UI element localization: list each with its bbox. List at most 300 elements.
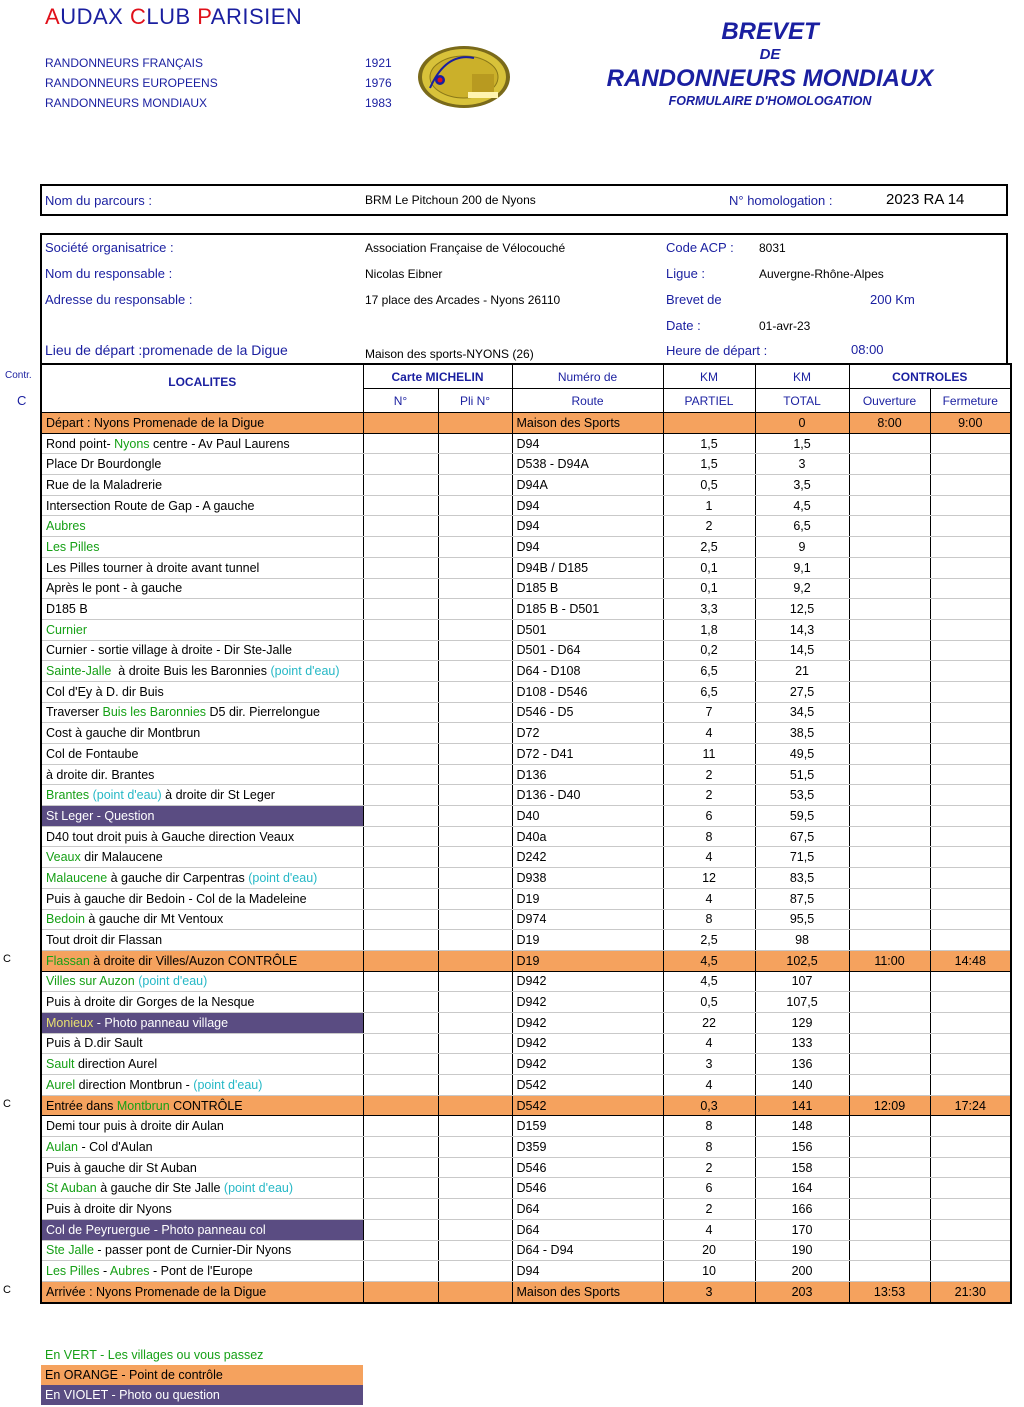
michelin-no-cell	[363, 1054, 438, 1075]
km-partiel-cell: 0,5	[663, 992, 755, 1013]
michelin-no-cell	[363, 578, 438, 599]
ouverture-cell	[849, 1199, 930, 1220]
localite-text: Entrée dans	[46, 1098, 117, 1113]
km-total-cell: 9,1	[755, 557, 849, 578]
michelin-no-cell	[363, 971, 438, 992]
michelin-pli-cell	[438, 578, 512, 599]
michelin-no-cell	[363, 1281, 438, 1302]
km-partiel-cell: 4	[663, 723, 755, 744]
route-row	[41, 971, 1011, 992]
controles-header: CONTROLES	[849, 364, 1011, 389]
fermeture-cell: 17:24	[930, 1095, 1011, 1116]
contr-header: Contr.	[5, 370, 32, 381]
michelin-pli-cell	[438, 1116, 512, 1137]
localite-cell	[41, 1219, 363, 1240]
fermeture-cell	[930, 1178, 1011, 1199]
michelin-pli-cell	[438, 930, 512, 951]
depart-label: Lieu de départ :promenade de la Digue	[45, 342, 288, 358]
km-partiel-cell: 4	[663, 847, 755, 868]
localite-text: Ste Jalle	[46, 1243, 94, 1258]
route-cell: D40	[512, 806, 663, 827]
legend-green: En VERT - Les villages ou vous passez	[45, 1348, 264, 1362]
route-row	[41, 1219, 1011, 1240]
michelin-no-cell	[363, 909, 438, 930]
michelin-pli-cell	[438, 888, 512, 909]
km-total-cell: 21	[755, 661, 849, 682]
michelin-pli-cell	[438, 1219, 512, 1240]
route-row	[41, 1199, 1011, 1220]
michelin-pli-cell	[438, 1281, 512, 1302]
addr-label: Adresse du responsable :	[45, 292, 193, 307]
route-cell: D19	[512, 888, 663, 909]
michelin-no-cell	[363, 661, 438, 682]
localite-cell	[41, 433, 363, 454]
fermeture-cell	[930, 681, 1011, 702]
localite-text: Villes sur Auzon	[46, 974, 135, 989]
heure-label: Heure de départ :	[666, 343, 768, 358]
km-total-cell: 107,5	[755, 992, 849, 1013]
route-cell: D94	[512, 433, 663, 454]
localite-cell	[41, 619, 363, 640]
localite-text: (point d'eau)	[270, 664, 340, 679]
fermeture-cell	[930, 1261, 1011, 1282]
ouverture-cell	[849, 1219, 930, 1240]
fermeture-cell	[930, 1199, 1011, 1220]
km-partiel-cell: 22	[663, 1012, 755, 1033]
michelin-no-cell	[363, 557, 438, 578]
club-title-part: UDAX	[60, 4, 130, 29]
fermeture-cell: 21:30	[930, 1281, 1011, 1302]
ouverture-cell	[849, 640, 930, 661]
control-marker: C	[3, 1284, 11, 1297]
route-row	[41, 1261, 1011, 1282]
localite-cell	[41, 868, 363, 889]
km-total-cell: 27,5	[755, 681, 849, 702]
michelin-pli-cell	[438, 1261, 512, 1282]
michelin-no-cell	[363, 1033, 438, 1054]
michelin-no-cell	[363, 1075, 438, 1096]
localite-text: à gauche dir Mt Ventoux	[84, 912, 224, 927]
localite-cell	[41, 1178, 363, 1199]
localite-cell	[41, 1075, 363, 1096]
fermeture-cell	[930, 557, 1011, 578]
michelin-no-cell	[363, 475, 438, 496]
localite-cell	[41, 681, 363, 702]
localite-cell	[41, 578, 363, 599]
localite-cell	[41, 1033, 363, 1054]
km-total-cell: 170	[755, 1219, 849, 1240]
route-row	[41, 1012, 1011, 1033]
michelin-pli-cell	[438, 640, 512, 661]
localite-cell	[41, 1281, 363, 1302]
michelin-no-cell	[363, 433, 438, 454]
localite-text: direction Montbrun -	[75, 1077, 194, 1092]
route-cell: D72	[512, 723, 663, 744]
fermeture-cell	[930, 1116, 1011, 1137]
fermeture-cell: 9:00	[930, 413, 1011, 434]
localite-text: Les Pilles tourner à droite avant tunnel	[46, 560, 260, 575]
brevet-value: 200 Km	[870, 292, 915, 307]
km-total-cell: 9,2	[755, 578, 849, 599]
route-row	[41, 495, 1011, 516]
km-total-cell: 158	[755, 1157, 849, 1178]
route-row	[41, 1137, 1011, 1158]
federation-year: 1921	[365, 56, 392, 70]
localite-text: dir Malaucene	[80, 850, 163, 865]
route-cell: D94	[512, 1261, 663, 1282]
km-total-cell: 164	[755, 1178, 849, 1199]
localite-text: à droite dir St Leger	[161, 788, 275, 803]
michelin-pli-cell	[438, 619, 512, 640]
fermeture-cell	[930, 888, 1011, 909]
fermeture-cell	[930, 1033, 1011, 1054]
ouverture-cell	[849, 599, 930, 620]
localite-text: direction Aurel	[74, 1057, 158, 1072]
michelin-no-cell	[363, 806, 438, 827]
michelin-no-cell	[363, 785, 438, 806]
km-total-cell: 59,5	[755, 806, 849, 827]
michelin-pli-cell	[438, 1095, 512, 1116]
ouverture-cell	[849, 619, 930, 640]
michelin-no-cell	[363, 826, 438, 847]
ouverture-cell	[849, 578, 930, 599]
ouverture-cell	[849, 909, 930, 930]
fermeture-cell	[930, 454, 1011, 475]
fermeture-cell	[930, 599, 1011, 620]
michelin-pli-cell	[438, 1033, 512, 1054]
route-cell: D546	[512, 1178, 663, 1199]
localite-cell	[41, 950, 363, 971]
km-partiel-cell: 6,5	[663, 681, 755, 702]
ouverture-cell	[849, 433, 930, 454]
localite-text: Sault	[46, 1057, 75, 1072]
km-partiel-cell: 0,1	[663, 557, 755, 578]
km-partiel-cell: 0,5	[663, 475, 755, 496]
depart-value: Maison des sports-NYONS (26)	[365, 347, 534, 361]
fermeture-cell	[930, 537, 1011, 558]
ouverture-cell	[849, 826, 930, 847]
localite-text: (point d'eau)	[248, 870, 318, 885]
localite-text: Aurel	[46, 1077, 76, 1092]
michelin-pli-cell	[438, 681, 512, 702]
localite-text: St Auban	[46, 1181, 97, 1196]
route-cell: D64	[512, 1219, 663, 1240]
route-cell: D94	[512, 495, 663, 516]
km-total-cell: 95,5	[755, 909, 849, 930]
localite-text: à droite dir Villes/Auzon CONTRÔLE	[89, 953, 298, 968]
localite-text: Brantes	[46, 788, 90, 803]
fermeture-cell	[930, 1075, 1011, 1096]
michelin-pli-cell	[438, 1054, 512, 1075]
route-cell: D40a	[512, 826, 663, 847]
localite-text: Les Pilles	[46, 1264, 100, 1279]
michelin-pli-cell	[438, 909, 512, 930]
michelin-pli-cell	[438, 744, 512, 765]
localite-cell	[41, 1137, 363, 1158]
localite-text: -	[99, 1264, 110, 1279]
km-total-cell: 140	[755, 1075, 849, 1096]
km-total-cell: 133	[755, 1033, 849, 1054]
km-partiel-cell: 8	[663, 1116, 755, 1137]
route-cell: D542	[512, 1075, 663, 1096]
localite-cell	[41, 806, 363, 827]
org-label: Société organisatrice :	[45, 240, 174, 255]
michelin-pli-header: Pli N°	[438, 389, 512, 413]
km-partiel-cell: 4	[663, 1219, 755, 1240]
ouverture-cell	[849, 475, 930, 496]
route-cell: D108 - D546	[512, 681, 663, 702]
michelin-pli-cell	[438, 868, 512, 889]
km-total-cell: 102,5	[755, 950, 849, 971]
resp-value: Nicolas Eibner	[365, 267, 443, 281]
michelin-pli-cell	[438, 1137, 512, 1158]
fermeture-cell	[930, 640, 1011, 661]
route-cell: D538 - D94A	[512, 454, 663, 475]
route-cell: D942	[512, 992, 663, 1013]
ouverture-cell	[849, 764, 930, 785]
route-cell: D19	[512, 950, 663, 971]
localite-text: à gauche dir Carpentras	[107, 870, 249, 885]
localite-text: Puis à gauche dir Bedoin - Col de la Madeleine	[46, 891, 307, 906]
localite-cell	[41, 475, 363, 496]
fermeture-cell	[930, 806, 1011, 827]
localite-text: Place Dr Bourdongle	[46, 457, 162, 472]
km-partiel-cell: 1,5	[663, 454, 755, 475]
ouverture-cell: 13:53	[849, 1281, 930, 1302]
km-partiel-cell: 3	[663, 1281, 755, 1302]
legend-orange: En ORANGE - Point de contrôle	[41, 1365, 363, 1385]
ouverture-cell	[849, 537, 930, 558]
michelin-no-cell	[363, 516, 438, 537]
localite-text: Traverser	[46, 705, 103, 720]
route-row	[41, 909, 1011, 930]
route-row	[41, 744, 1011, 765]
michelin-pli-cell	[438, 433, 512, 454]
fermeture-cell	[930, 909, 1011, 930]
ouverture-cell	[849, 495, 930, 516]
route-cell: D546	[512, 1157, 663, 1178]
route-cell: D185 B	[512, 578, 663, 599]
localites-header-blank	[41, 389, 363, 413]
km-total-cell: 107	[755, 971, 849, 992]
ouverture-cell	[849, 1033, 930, 1054]
route-cell: D938	[512, 868, 663, 889]
ouverture-cell	[849, 806, 930, 827]
ouverture-cell	[849, 888, 930, 909]
club-title-part: C	[129, 4, 147, 29]
route-row	[41, 681, 1011, 702]
michelin-no-cell	[363, 599, 438, 620]
localite-cell	[41, 785, 363, 806]
ouverture-cell	[849, 847, 930, 868]
route-row	[41, 1178, 1011, 1199]
michelin-no-cell	[363, 495, 438, 516]
michelin-no-cell	[363, 1261, 438, 1282]
localite-text: Curnier	[46, 622, 87, 637]
localite-cell	[41, 495, 363, 516]
numero-header: Numéro de	[512, 364, 663, 389]
resp-label: Nom du responsable :	[45, 266, 173, 281]
localites-header: LOCALITES	[41, 364, 363, 389]
michelin-pli-cell	[438, 1157, 512, 1178]
km-partiel-cell: 1	[663, 495, 755, 516]
total-header: TOTAL	[755, 389, 849, 413]
michelin-pli-cell	[438, 785, 512, 806]
michelin-pli-cell	[438, 847, 512, 868]
ouverture-cell	[849, 1137, 930, 1158]
route-cell: D72 - D41	[512, 744, 663, 765]
localite-text: - Col d'Aulan	[77, 1139, 153, 1154]
michelin-no-header: N°	[363, 389, 438, 413]
km-total-cell: 38,5	[755, 723, 849, 744]
date-value: 01-avr-23	[759, 319, 811, 333]
km-total-cell: 4,5	[755, 495, 849, 516]
localite-cell	[41, 847, 363, 868]
km-total-cell: 83,5	[755, 868, 849, 889]
km-total-cell: 148	[755, 1116, 849, 1137]
km-partiel-cell	[663, 413, 755, 434]
route-row	[41, 1240, 1011, 1261]
route-row	[41, 475, 1011, 496]
route-cell: Maison des Sports	[512, 413, 663, 434]
medal-logo	[416, 44, 512, 110]
ouverture-cell	[849, 723, 930, 744]
route-cell: D359	[512, 1137, 663, 1158]
michelin-no-cell	[363, 950, 438, 971]
michelin-pli-cell	[438, 557, 512, 578]
michelin-header: Carte MICHELIN	[363, 364, 512, 389]
fermeture-cell	[930, 1157, 1011, 1178]
ouverture-cell	[849, 454, 930, 475]
ouverture-cell	[849, 1261, 930, 1282]
fermeture-cell	[930, 1240, 1011, 1261]
km-total-header: KM	[755, 364, 849, 389]
km-total-cell: 71,5	[755, 847, 849, 868]
route-row	[41, 888, 1011, 909]
route-row	[41, 806, 1011, 827]
ouverture-cell	[849, 557, 930, 578]
km-partiel-cell: 4,5	[663, 950, 755, 971]
localite-text: D185 B	[46, 602, 88, 617]
michelin-pli-cell	[438, 516, 512, 537]
ligue-value: Auvergne-Rhône-Alpes	[759, 267, 884, 281]
ouverture-cell	[849, 702, 930, 723]
michelin-no-cell	[363, 640, 438, 661]
ouverture-cell	[849, 1075, 930, 1096]
km-partiel-cell: 2	[663, 764, 755, 785]
route-cell: D64 - D94	[512, 1240, 663, 1261]
localite-text: Puis à droite dir Nyons	[46, 1201, 172, 1216]
route-cell: D942	[512, 1033, 663, 1054]
route-cell: D136 - D40	[512, 785, 663, 806]
michelin-pli-cell	[438, 1240, 512, 1261]
km-total-cell: 87,5	[755, 888, 849, 909]
route-row	[41, 1095, 1011, 1116]
km-partiel-cell: 10	[663, 1261, 755, 1282]
route-row	[41, 826, 1011, 847]
km-total-cell: 190	[755, 1240, 849, 1261]
michelin-pli-cell	[438, 537, 512, 558]
fermeture-cell	[930, 744, 1011, 765]
fermeture-cell	[930, 433, 1011, 454]
michelin-pli-cell	[438, 495, 512, 516]
route-row	[41, 992, 1011, 1013]
control-marker: C	[3, 1098, 11, 1111]
fermeture-cell	[930, 1137, 1011, 1158]
fermeture-cell	[930, 516, 1011, 537]
ouverture-cell	[849, 1054, 930, 1075]
localite-text: (point d'eau)	[138, 974, 208, 989]
km-total-cell: 0	[755, 413, 849, 434]
fermeture-cell	[930, 992, 1011, 1013]
localite-text: Après le pont - à gauche	[46, 581, 183, 596]
route-cell: D94A	[512, 475, 663, 496]
michelin-pli-cell	[438, 764, 512, 785]
michelin-pli-cell	[438, 1012, 512, 1033]
localite-text: Puis à droite dir Gorges de la Nesque	[46, 995, 255, 1010]
km-total-cell: 141	[755, 1095, 849, 1116]
km-partiel-header: KM	[663, 364, 755, 389]
michelin-no-cell	[363, 454, 438, 475]
route-cell: D64 - D108	[512, 661, 663, 682]
km-total-cell: 200	[755, 1261, 849, 1282]
michelin-pli-cell	[438, 950, 512, 971]
localite-cell	[41, 1157, 363, 1178]
route-name-value: BRM Le Pitchoun 200 de Nyons	[365, 193, 536, 207]
localite-cell	[41, 1095, 363, 1116]
km-partiel-cell: 4,5	[663, 971, 755, 992]
km-total-cell: 49,5	[755, 744, 849, 765]
title-randonneurs-mondiaux: RANDONNEURS MONDIAUX	[606, 65, 934, 92]
ouverture-cell	[849, 744, 930, 765]
localite-cell	[41, 702, 363, 723]
km-partiel-cell: 2	[663, 1157, 755, 1178]
localite-text: Départ : Nyons Promenade de la Digue	[46, 415, 265, 430]
club-title-part: P	[197, 4, 211, 29]
km-partiel-cell: 6	[663, 806, 755, 827]
localite-text: Col de Fontaube	[46, 746, 139, 761]
km-total-cell: 6,5	[755, 516, 849, 537]
localite-cell	[41, 764, 363, 785]
michelin-no-cell	[363, 1116, 438, 1137]
title-de: DE	[759, 46, 781, 63]
route-table	[40, 363, 1012, 1304]
fermeture-cell	[930, 971, 1011, 992]
route-row	[41, 454, 1011, 475]
route-cell: D94	[512, 516, 663, 537]
route-cell: D19	[512, 930, 663, 951]
route-row	[41, 1075, 1011, 1096]
localite-text: Malaucene	[46, 870, 108, 885]
ouverture-cell	[849, 1157, 930, 1178]
km-partiel-cell: 8	[663, 909, 755, 930]
club-title-part: ARISIEN	[210, 4, 303, 29]
localite-cell	[41, 992, 363, 1013]
club-title-part: A	[45, 4, 61, 29]
fermeture-cell	[930, 723, 1011, 744]
acp-label: Code ACP :	[666, 240, 734, 255]
localite-text: (point d'eau)	[193, 1077, 263, 1092]
km-total-cell: 67,5	[755, 826, 849, 847]
michelin-no-cell	[363, 764, 438, 785]
localite-text: à droite dir. Brantes	[46, 767, 155, 782]
route-cell: D94	[512, 537, 663, 558]
homologation-value: 2023 RA 14	[886, 191, 965, 208]
localite-text: Nyons	[114, 436, 150, 451]
route-cell: D136	[512, 764, 663, 785]
localite-text: Aubres	[109, 1264, 150, 1279]
fermeture-cell	[930, 785, 1011, 806]
